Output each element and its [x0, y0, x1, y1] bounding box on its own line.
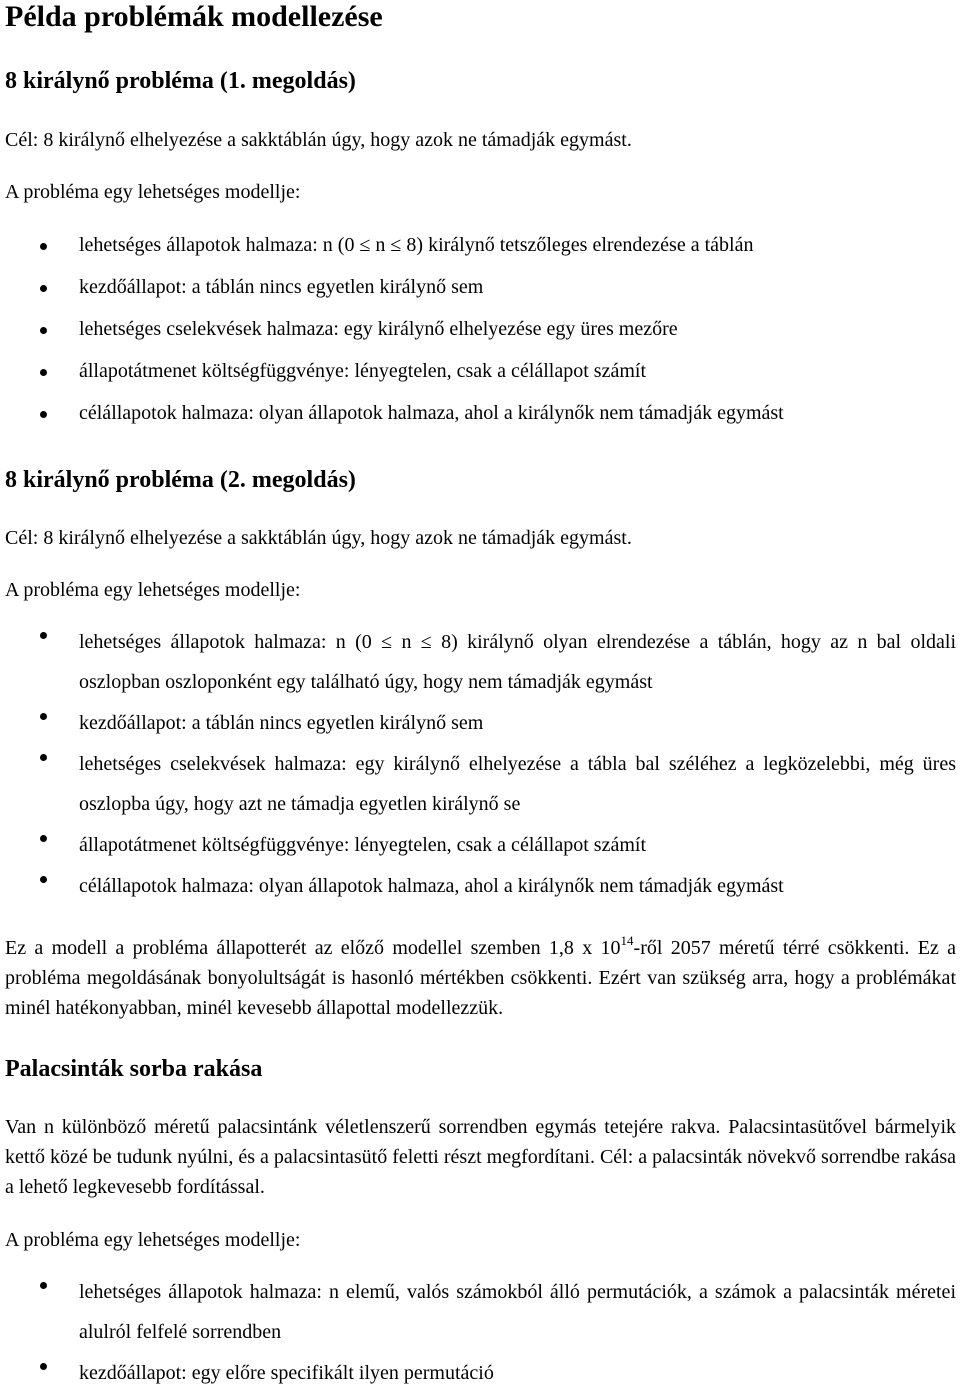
bullet-icon [40, 754, 47, 761]
list-item: állapotátmenet költségfüggvénye: lényegtelen, csak a célállapot számít [0, 825, 956, 865]
section2-goal: Cél: 8 királynő elhelyezése a sakktáblán úgy, hogy azok ne támadják egymást. [5, 527, 632, 549]
bullet-icon [40, 713, 47, 720]
bullet-icon [40, 411, 47, 418]
list-item: lehetséges cselekvések halmaza: egy királynő elhelyezése a tábla bal széléhez a legközelebbi, még üres oszlopba úgy, hogy azt ne támadja egyetlen királynő se [0, 744, 956, 824]
section2-summary: Ez a modell a probléma állapotterét az előző modellel szemben 1,8 x $10^{14}$-ről 2057 méretű térré csökkenti. Ez a probléma megoldásának bonyolultságát is hasonló mértékben csökkenti. Ezért van szükség arra, hogy a problémákat minél hatékonyabban, minél kevesebb állapottal modellezzük. [5, 933, 957, 1019]
list-item: állapotátmenet költségfüggvénye: lényegtelen, csak a célállapot számít [0, 359, 956, 383]
bullet-icon [40, 876, 47, 883]
list-item: célállapotok halmaza: olyan állapotok halmaza, ahol a királynők nem támadják egymást [0, 401, 956, 425]
list-item: célállapotok halmaza: olyan állapotok halmaza, ahol a királynők nem támadják egymást [0, 866, 956, 906]
list-item: lehetséges állapotok halmaza: n elemű, valós számokból álló permutációk, a számok a palacsinták méretei alulról felfelé sorrendben [0, 1272, 956, 1352]
bullet-icon [40, 632, 47, 639]
bullet-icon [40, 243, 47, 250]
section3-heading: Palacsinták sorba rakása [5, 1056, 263, 1082]
section1-goal: Cél: 8 királynő elhelyezése a sakktáblán úgy, hogy azok ne támadják egymást. [5, 129, 632, 151]
bullet-icon [40, 369, 47, 376]
page-title: Példa problémák modellezése [5, 0, 383, 33]
section2-model-intro: A probléma egy lehetséges modellje: [5, 579, 301, 601]
list-item: kezdőállapot: a táblán nincs egyetlen királynő sem [0, 703, 956, 743]
bullet-icon [40, 1363, 47, 1370]
section3-description: Van n különböző méretű palacsintánk véletlenszerű sorrendben egymás tetejére rakva. Palacsintasütővel bármelyik kettő közé be tudunk nyúlni, és a palacsintasütő feletti részt megfordítani. Cél: a palacsinták növekvő sorrendbe rakása a lehető legkevesebb fordítással. [5, 1116, 956, 1198]
list-item: kezdőállapot: egy előre specifikált ilyen permutáció [0, 1353, 956, 1393]
bullet-icon [40, 835, 47, 842]
section3-model-intro: A probléma egy lehetséges modellje: [5, 1229, 301, 1251]
section1-list [0, 233, 960, 443]
list-item: lehetséges cselekvések halmaza: egy királynő elhelyezése egy üres mezőre [0, 317, 956, 341]
list-item: kezdőállapot: a táblán nincs egyetlen királynő sem [0, 275, 956, 299]
section1-heading: 8 királynő probléma (1. megoldás) [5, 68, 356, 94]
bullet-icon [40, 1282, 47, 1289]
bullet-icon [40, 327, 47, 334]
list-item: lehetséges állapotok halmaza: n (0 ≤ n ≤ 8) királynő tetszőleges elrendezése a táblán [0, 233, 956, 257]
section2-heading: 8 királynő probléma (2. megoldás) [5, 467, 356, 493]
section1-model-intro: A probléma egy lehetséges modellje: [5, 181, 301, 203]
list-item: lehetséges állapotok halmaza: n (0 ≤ n ≤ 8) királynő olyan elrendezése a táblán, hogy az n bal oldali oszlopban oszloponként egy található úgy, hogy nem támadják egymást [0, 622, 956, 702]
section2-list [0, 622, 960, 907]
bullet-icon [40, 285, 47, 292]
section3-list [0, 1272, 960, 1394]
